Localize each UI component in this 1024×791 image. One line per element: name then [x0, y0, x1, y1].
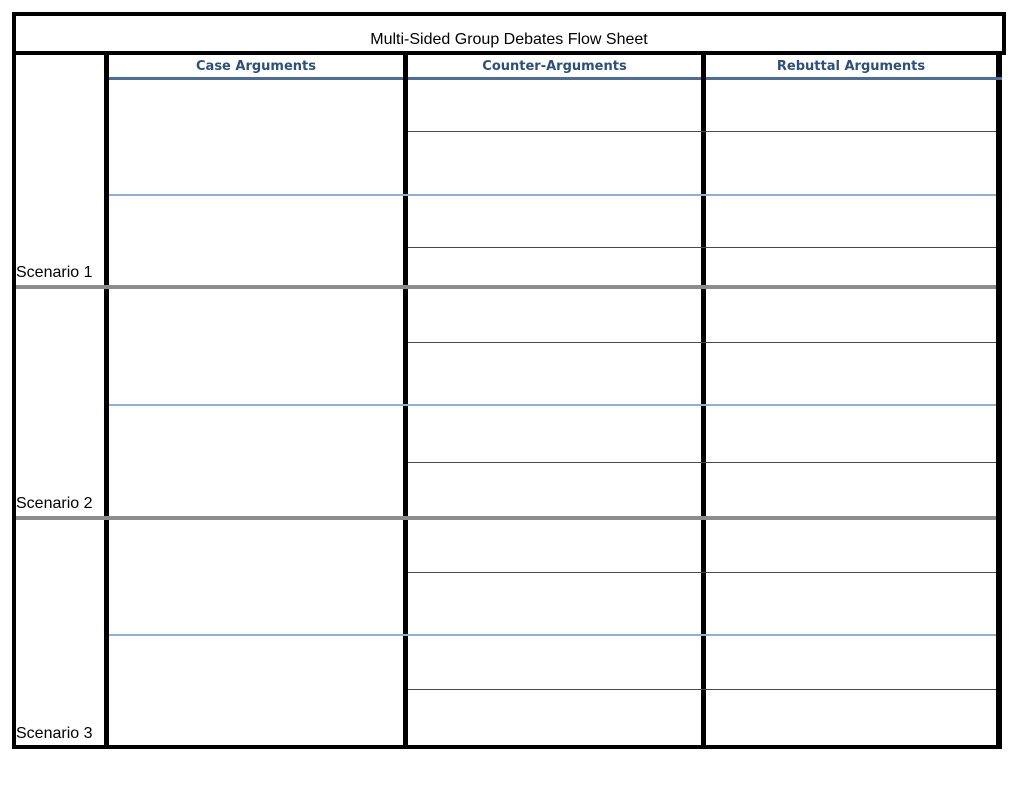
frame-right-border — [996, 55, 1002, 749]
column-divider-2 — [403, 55, 408, 749]
frame-top-border — [12, 12, 1006, 16]
scenario-divider-1 — [16, 285, 996, 289]
row-divider — [408, 689, 996, 690]
scenario-label-3: Scenario 3 — [16, 725, 93, 742]
column-divider-1 — [104, 55, 109, 749]
sub-divider — [109, 194, 996, 196]
scenario-label-2: Scenario 2 — [16, 495, 93, 512]
column-header-rebuttal: Rebuttal Arguments — [776, 59, 926, 74]
header-rule-case — [109, 77, 403, 80]
row-divider — [408, 247, 996, 248]
header-rule-rebuttal — [706, 77, 1002, 80]
sub-divider — [109, 634, 996, 636]
scenario-divider-2 — [16, 516, 996, 520]
row-divider — [408, 572, 996, 573]
row-divider — [408, 131, 996, 132]
row-divider — [408, 462, 996, 463]
sub-divider — [109, 404, 996, 406]
column-header-case: Case Arguments — [196, 59, 316, 74]
page-title: Multi-Sided Group Debates Flow Sheet — [370, 31, 648, 48]
header-rule-counter — [408, 77, 701, 80]
frame-bottom-border — [12, 745, 1002, 749]
row-divider — [408, 342, 996, 343]
column-divider-3 — [701, 55, 706, 749]
column-header-counter: Counter-Arguments — [482, 59, 627, 74]
scenario-label-1: Scenario 1 — [16, 264, 93, 281]
frame-right-border-title — [1002, 12, 1006, 55]
frame-left-border — [12, 12, 16, 749]
